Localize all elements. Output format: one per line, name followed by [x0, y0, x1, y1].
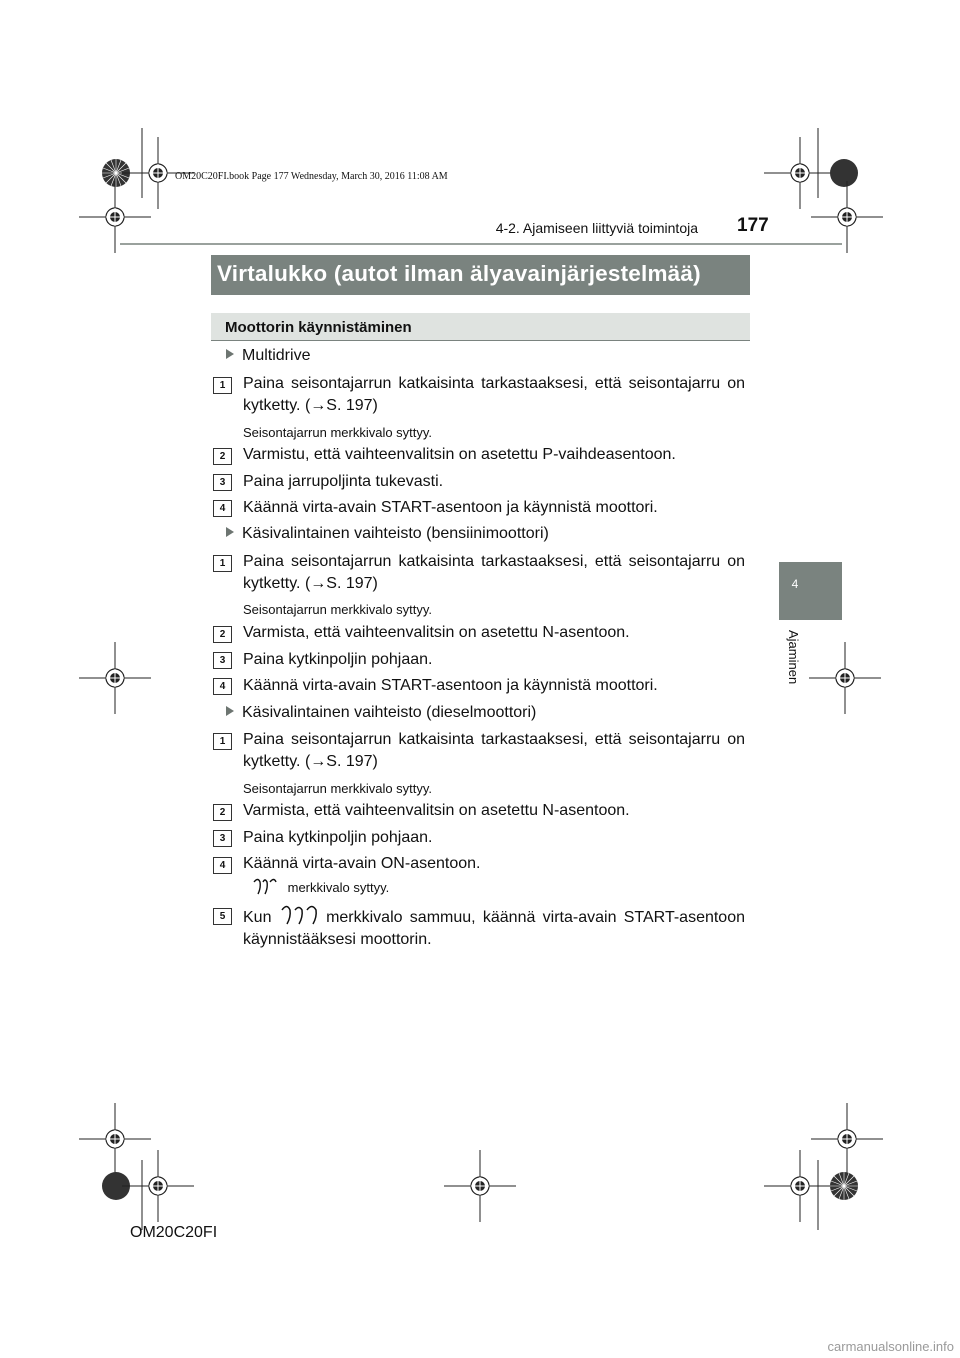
step-number: 3 [213, 830, 232, 847]
step-note: Seisontajarrun merkkivalo syttyy. [243, 602, 433, 617]
page-number: 177 [737, 215, 769, 236]
section-subtitle: Moottorin käynnistäminen [225, 319, 412, 336]
glow-plug-icon [279, 904, 319, 928]
glow-plug-icon [252, 878, 278, 898]
step-number: 1 [213, 733, 232, 750]
triangle-bullet-icon [226, 527, 234, 537]
step-number: 1 [213, 377, 232, 394]
header-rule [120, 243, 842, 245]
footer-code: OM20C20FI [130, 1224, 218, 1241]
group-heading-multidrive: Multidrive [226, 347, 310, 365]
step-number: 2 [213, 626, 232, 643]
step-text: Varmistu, että vaihteenvalitsin on asetettu P-vaihdeasentoon. [243, 446, 676, 463]
step-text: Paina kytkinpoljin pohjaan. [243, 651, 433, 668]
step-text: Käännä virta-avain START-asentoon ja käynnistä moottori. [243, 677, 658, 694]
header-section-title: 4-2. Ajamiseen liittyviä toimintoja [495, 220, 698, 236]
step-text: Paina seisontajarrun katkaisinta tarkastaaksesi, että seisontajarru on kytketty. (→S. 197) [243, 731, 745, 770]
group-heading-manual-diesel: Käsivalintainen vaihteisto (dieselmoottori) [226, 704, 536, 722]
step-number: 2 [213, 804, 232, 821]
step-number: 1 [213, 555, 232, 572]
step-number: 3 [213, 652, 232, 669]
chapter-tab[interactable] [779, 562, 842, 620]
step-text: Kun merkkivalo sammuu, käännä virta-avain START-asentoon käynnistääksesi moottorin. [243, 904, 745, 951]
step-text: Käännä virta-avain START-asentoon ja käynnistä moottori. [243, 499, 658, 516]
chapter-tab-number: 4 [791, 577, 799, 591]
step-number: 3 [213, 474, 232, 491]
step-text: Paina seisontajarrun katkaisinta tarkastaaksesi, että seisontajarru on kytketty. (→S. 197) [243, 553, 745, 592]
watermark: carmanualsonline.info [827, 1339, 954, 1354]
step-note-with-icon: merkkivalo syttyy. [252, 878, 389, 898]
step-note: Seisontajarrun merkkivalo syttyy. [243, 781, 433, 796]
step-text: Käännä virta-avain ON-asentoon. [243, 855, 481, 872]
page-title: Virtalukko (autot ilman älyavainjärjestelmää) [217, 261, 701, 286]
step-number: 4 [213, 857, 232, 874]
chapter-tab-label: Ajaminen [786, 630, 801, 685]
book-stamp: OM20C20FI.book Page 177 Wednesday, March 30, 2016 11:08 AM [175, 171, 448, 182]
triangle-bullet-icon [226, 706, 234, 716]
step-note: Seisontajarrun merkkivalo syttyy. [243, 425, 433, 440]
step-number: 2 [213, 448, 232, 465]
step-number: 5 [213, 908, 232, 925]
group-heading-manual-petrol: Käsivalintainen vaihteisto (bensiinimoottori) [226, 525, 549, 543]
step-text: Varmista, että vaihteenvalitsin on asetettu N-asentoon. [243, 802, 630, 819]
step-text: Varmista, että vaihteenvalitsin on asetettu N-asentoon. [243, 624, 630, 641]
step-text: Paina seisontajarrun katkaisinta tarkastaaksesi, että seisontajarru on kytketty. (→S. 197) [243, 375, 745, 414]
triangle-bullet-icon [226, 349, 234, 359]
step-text: Paina jarrupoljinta tukevasti. [243, 473, 444, 490]
step-text: Paina kytkinpoljin pohjaan. [243, 829, 433, 846]
step-number: 4 [213, 678, 232, 695]
step-number: 4 [213, 500, 232, 517]
